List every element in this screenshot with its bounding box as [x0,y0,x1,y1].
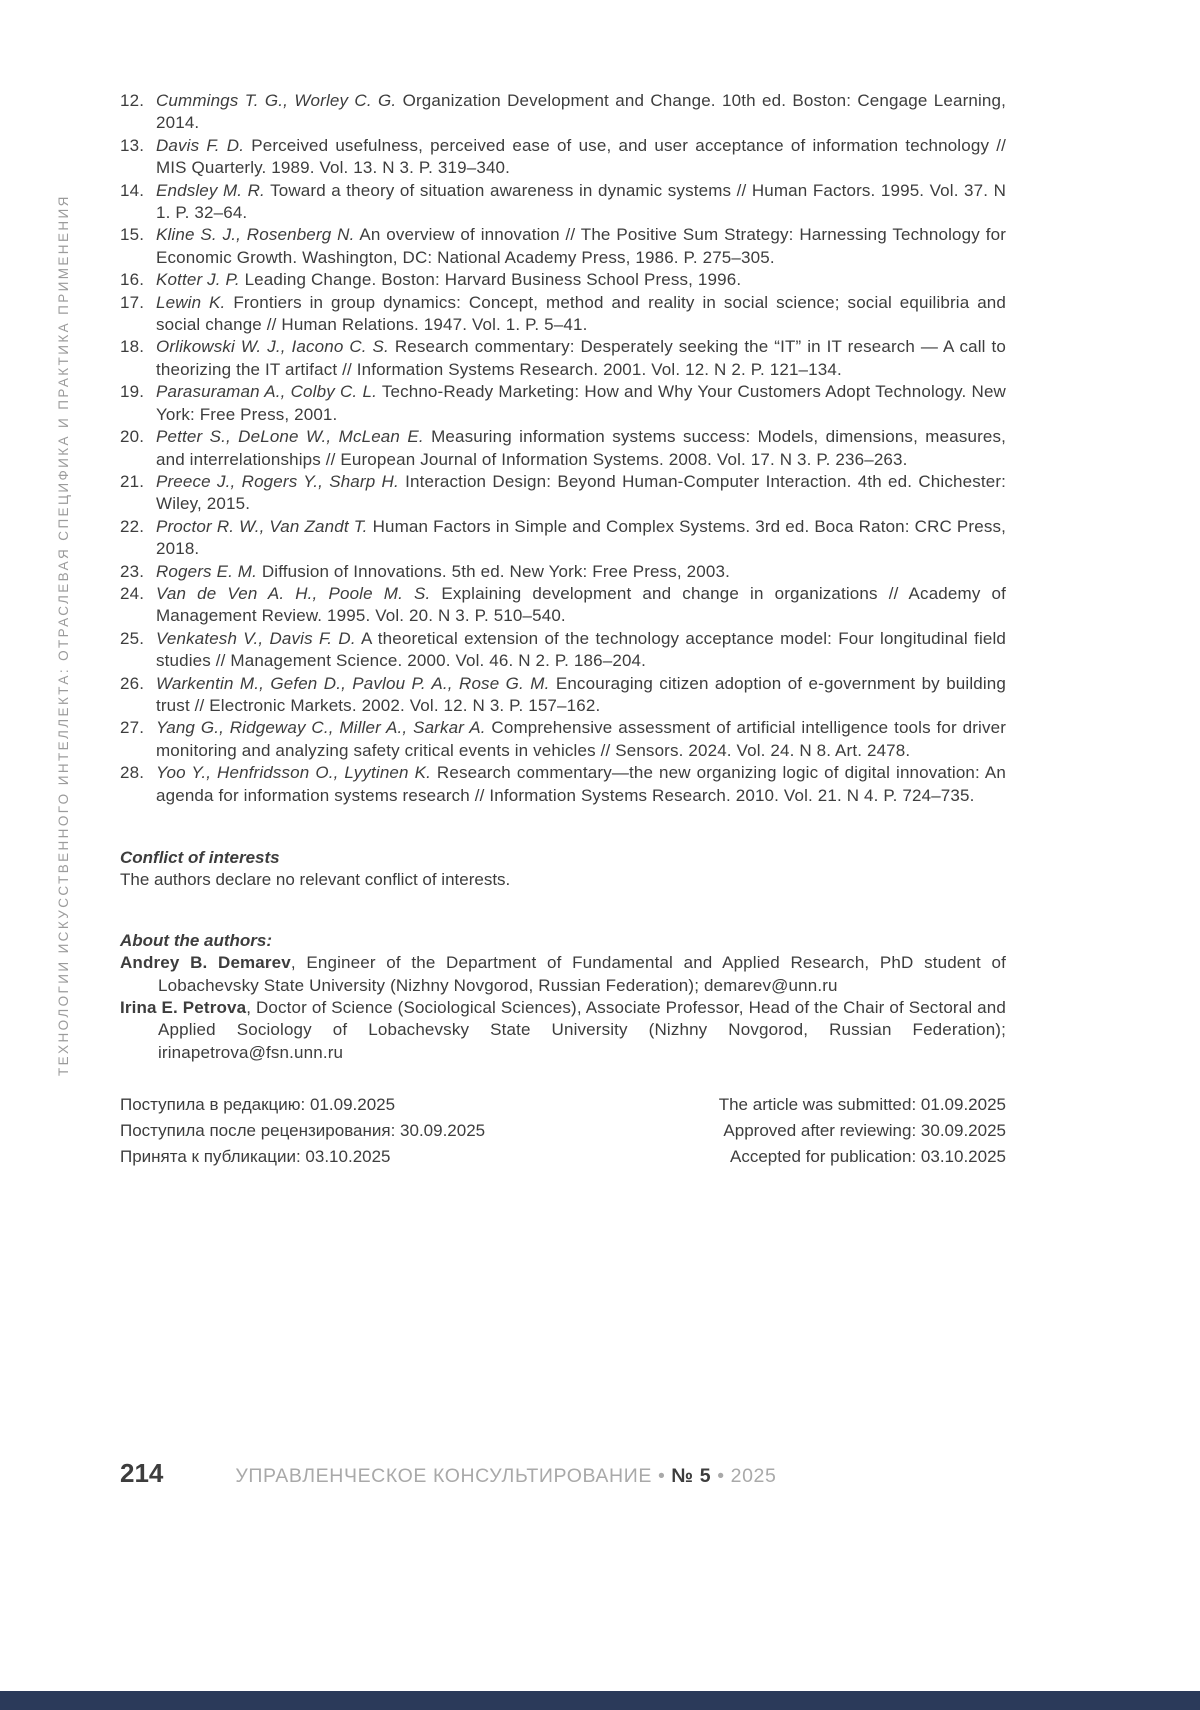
about-section [120,930,1006,1064]
reference-number: 27. [120,718,145,738]
reference-text: Encouraging citizen adoption of e-government by building trust // Electronic Markets. 2002. Vol. 12. N 3. P. 157–162. [156,673,1006,715]
author-name: Andrey B. Demarev [120,953,291,973]
page-number: 214 [120,1458,164,1488]
reference-authors: Kline S. J., Rosenberg N. [156,225,355,245]
date-en: The article was submitted: 01.09.2025 [718,1095,1006,1115]
author-description: , Engineer of the Department of Fundamental and Applied Research, PhD student of Lobachevsky State University (Nizhny Novgorod, Russian Federation); demarev@unn.ru [158,953,1006,995]
reference-text: Interaction Design: Beyond Human-Computer Interaction. 4th ed. Chichester: Wiley, 2015. [156,471,1007,514]
reference-text: Research commentary: Desperately seeking the “IT” in IT research — A call to theorizing the IT artifact // Information Systems Research. 2001. Vol. 12. N 2. P. 121–134. [156,337,1006,379]
reference-item [120,426,1006,471]
reference-number: 19. [120,382,145,402]
reference-item [120,717,1006,762]
reference-authors: Kotter J. P. [156,270,240,290]
footer-bar [0,1691,1200,1710]
reference-number: 12. [120,91,145,110]
date-ru: Поступила в редакцию: 01.09.2025 [120,1095,396,1115]
reference-text: Research commentary—the new organizing logic of digital innovation: An agenda for information systems research // Information Systems Research. 2010. Vol. 21. N 4. P. 724–735. [156,763,1007,805]
author-entry [120,997,1006,1064]
reference-authors: Parasuraman A., Colby C. L. [156,382,377,402]
reference-item [120,269,1006,291]
reference-item [120,292,1006,337]
reference-number: 14. [120,180,145,200]
reference-item [120,673,1006,718]
reference-authors: Yoo Y., Henfridsson O., Lyytinen K. [156,763,431,783]
reference-authors: Davis F. D. [156,135,245,155]
reference-authors: Warkentin M., Gefen D., Pavlou P. A., Rose G. M. [156,673,550,693]
reference-number: 25. [120,628,145,648]
reference-item [120,180,1006,225]
date-en: Accepted for publication: 03.10.2025 [730,1147,1006,1167]
reference-authors: Venkatesh V., Davis F. D. [156,628,356,648]
reference-text: An overview of innovation // The Positive Sum Strategy: Harnessing Technology for Economic Growth. Washington, DC: National Academy Press, 1986. P. 275–305. [156,225,1007,267]
separator-dot: • [717,1465,725,1487]
main-content [120,90,1006,1170]
reference-text: Organization Development and Change. 10th ed. Boston: Cengage Learning, 2014. [156,91,1006,133]
conflict-heading: Conflict of interests [120,848,280,867]
reference-number: 20. [120,427,145,447]
reference-authors: Orlikowski W. J., Iacono C. S. [156,337,389,357]
reference-text: A theoretical extension of the technology acceptance model: Four longitudinal field studies // Management Science. 2000. Vol. 46. N 2. P. 186–204. [156,628,1007,671]
reference-item [120,224,1006,269]
reference-text: Techno-Ready Marketing: How and Why Your Customers Adopt Technology. New York: Free Press, 2001. [156,382,1006,424]
conflict-section [120,847,1006,892]
reference-number: 21. [120,471,145,491]
reference-number: 28. [120,763,145,783]
reference-text: Toward a theory of situation awareness in dynamic systems // Human Factors. 1995. Vol. 37. N 1. P. 32–64. [156,180,1007,223]
reference-number: 13. [120,135,145,155]
reference-authors: Endsley M. R. [156,180,265,200]
reference-text: Perceived usefulness, perceived ease of use, and user acceptance of information technology // MIS Quarterly. 1989. Vol. 13. N 3. P. 319–340. [156,135,1006,178]
reference-text: Human Factors in Simple and Complex Systems. 3rd ed. Boca Raton: CRC Press, 2018. [156,516,1006,559]
reference-number: 18. [120,337,145,357]
reference-item [120,561,1006,583]
author-entry [120,952,1006,997]
reference-number: 22. [120,516,145,536]
reference-number: 26. [120,673,145,693]
reference-text: Comprehensive assessment of artificial intelligence tools for driver monitoring and analyzing safety critical events in vehicles // Sensors. 2024. Vol. 24. N 8. Art. 2478. [156,718,1007,760]
author-name: Irina E. Petrova [120,998,247,1018]
footer [120,1458,1006,1489]
date-en: Approved after reviewing: 30.09.2025 [723,1121,1006,1141]
journal-issue: № 5 [671,1465,712,1487]
reference-text: Diffusion of Innovations. 5th ed. New York: Free Press, 2003. [261,561,730,581]
journal-line [235,1465,776,1488]
reference-item [120,762,1006,807]
reference-number: 15. [120,225,145,245]
date-row [120,1092,1006,1118]
date-row [120,1118,1006,1144]
date-ru: Поступила после рецензирования: 30.09.2025 [120,1121,486,1141]
references-list [120,90,1006,807]
reference-item [120,516,1006,561]
reference-number: 16. [120,270,145,290]
about-heading: About the authors: [120,930,273,950]
reference-authors: Rogers E. M. [156,561,257,581]
reference-text: Leading Change. Boston: Harvard Business School Press, 1996. [244,270,742,290]
journal-title: УПРАВЛЕНЧЕСКОЕ КОНСУЛЬТИРОВАНИЕ [235,1465,652,1487]
reference-item [120,471,1006,516]
reference-number: 24. [120,583,145,603]
reference-authors: Yang G., Ridgeway C., Miller A., Sarkar A. [156,718,486,738]
reference-number: 17. [120,292,145,312]
author-description: , Doctor of Science (Sociological Sciences), Associate Professor, Head of the Chair of Sectoral and Applied Sociology of Lobachevsky State University (Nizhny Novgorod, Russian Federation); irinapetrova@fsn.unn.ru [158,998,1006,1062]
reference-authors: Lewin K. [156,292,226,312]
dates-section [120,1092,1006,1170]
reference-authors: Proctor R. W., Van Zandt T. [156,516,368,536]
reference-item [120,336,1006,381]
reference-authors: Preece J., Rogers Y., Sharp H. [156,471,399,491]
reference-authors: Van de Ven A. H., Poole M. S. [156,583,431,603]
date-ru: Принята к публикации: 03.10.2025 [120,1147,391,1167]
reference-item [120,583,1006,628]
reference-text: Measuring information systems success: Models, dimensions, measures, and interrelationships // European Journal of Information Systems. 2008. Vol. 17. N 3. P. 236–263. [156,427,1007,469]
sidebar-vertical-text: ТЕХНОЛОГИИ ИСКУССТВЕННОГО ИНТЕЛЛЕКТА: ОТРАСЛЕВАЯ СПЕЦИФИКА И ПРАКТИКА ПРИМЕНЕНИЯ [56,194,71,1076]
reference-authors: Petter S., DeLone W., McLean E. [156,427,424,447]
date-row [120,1144,1006,1170]
reference-item [120,381,1006,426]
reference-item [120,90,1006,135]
separator-dot: • [657,1465,666,1487]
reference-authors: Cummings T. G., Worley C. G. [156,91,397,110]
journal-year: 2025 [730,1465,777,1487]
authors-list [120,952,1006,1064]
reference-number: 23. [120,561,145,581]
reference-text: Explaining development and change in organizations // Academy of Management Review. 1995. Vol. 20. N 3. P. 510–540. [156,583,1006,626]
reference-item [120,135,1006,180]
reference-item [120,628,1006,673]
reference-text: Frontiers in group dynamics: Concept, method and reality in social science; social equilibria and social change // Human Relations. 1947. Vol. 1. P. 5–41. [156,292,1007,335]
conflict-body: The authors declare no relevant conflict of interests. [120,870,511,890]
